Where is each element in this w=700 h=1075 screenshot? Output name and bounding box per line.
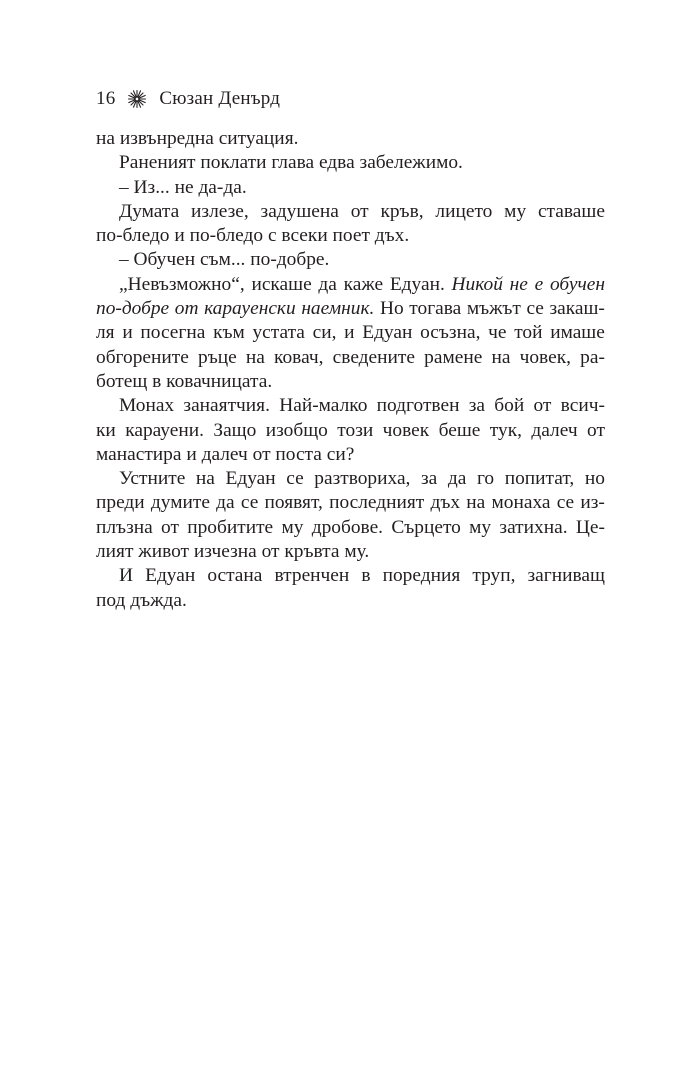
- text-line: плъзна от пробитите му дробове. Сърцето му затихна. Це-: [96, 516, 605, 538]
- paragraph: [96, 200, 605, 249]
- text-line: манастира и далеч от поста си?: [96, 443, 355, 465]
- text-line: И Едуан остана втренчен в поредния труп, загниващ: [119, 565, 605, 587]
- text-line: преди думите да се появят, последният дъх на монаха се из-: [96, 492, 605, 514]
- text-line: – Из... не да-да.: [119, 176, 247, 198]
- paragraph: [96, 176, 605, 200]
- text-line: Устните на Едуан се разтвориха, за да го попитат, но: [119, 468, 605, 490]
- text-line: на извънредна ситуация.: [96, 128, 299, 149]
- paragraph: [96, 394, 605, 467]
- text-line: ля и посегна към устата си, и Едуан осъзна, че той имаше: [96, 322, 605, 344]
- paragraph: [96, 564, 605, 613]
- page-number: 16: [96, 88, 116, 109]
- paragraph: [96, 467, 605, 564]
- text-line: под дъжда.: [96, 589, 187, 611]
- text-line: обгорените ръце на ковач, сведените рамене на човек, ра-: [96, 346, 605, 368]
- paragraph: [96, 248, 605, 272]
- paragraph: [96, 127, 605, 151]
- text-line: – Обучен съм... по-добре.: [119, 249, 330, 271]
- text-line: Монах занаятчия. Най-малко подготвен за бой от всич-: [119, 395, 605, 417]
- text-line: Думата излезе, задушена от кръв, лицето му ставаше: [119, 200, 605, 222]
- asterisk-ornament-icon: [127, 89, 147, 109]
- text-line: „Невъзможно“, искаше да каже Едуан. Никой не е обучен: [119, 273, 605, 295]
- text-line: лият живот изчезна от кръвта му.: [96, 541, 370, 563]
- text-line: ки карауени. Защо изобщо този човек беше тук, далеч от: [96, 419, 605, 441]
- running-head: [96, 84, 280, 114]
- text-line: Раненият поклати глава едва забележимо.: [119, 152, 463, 174]
- paragraph: [96, 151, 605, 175]
- body-text: [96, 127, 605, 613]
- text-line: по-бледо и по-бледо с всеки поет дъх.: [96, 225, 410, 247]
- author-name: Сюзан Денърд: [159, 88, 281, 109]
- text-line: по-добре от карауенски наемник. Но тогава мъжът се закаш-: [96, 298, 605, 320]
- text-line: ботещ в ковачницата.: [96, 370, 273, 392]
- paragraph: [96, 273, 605, 394]
